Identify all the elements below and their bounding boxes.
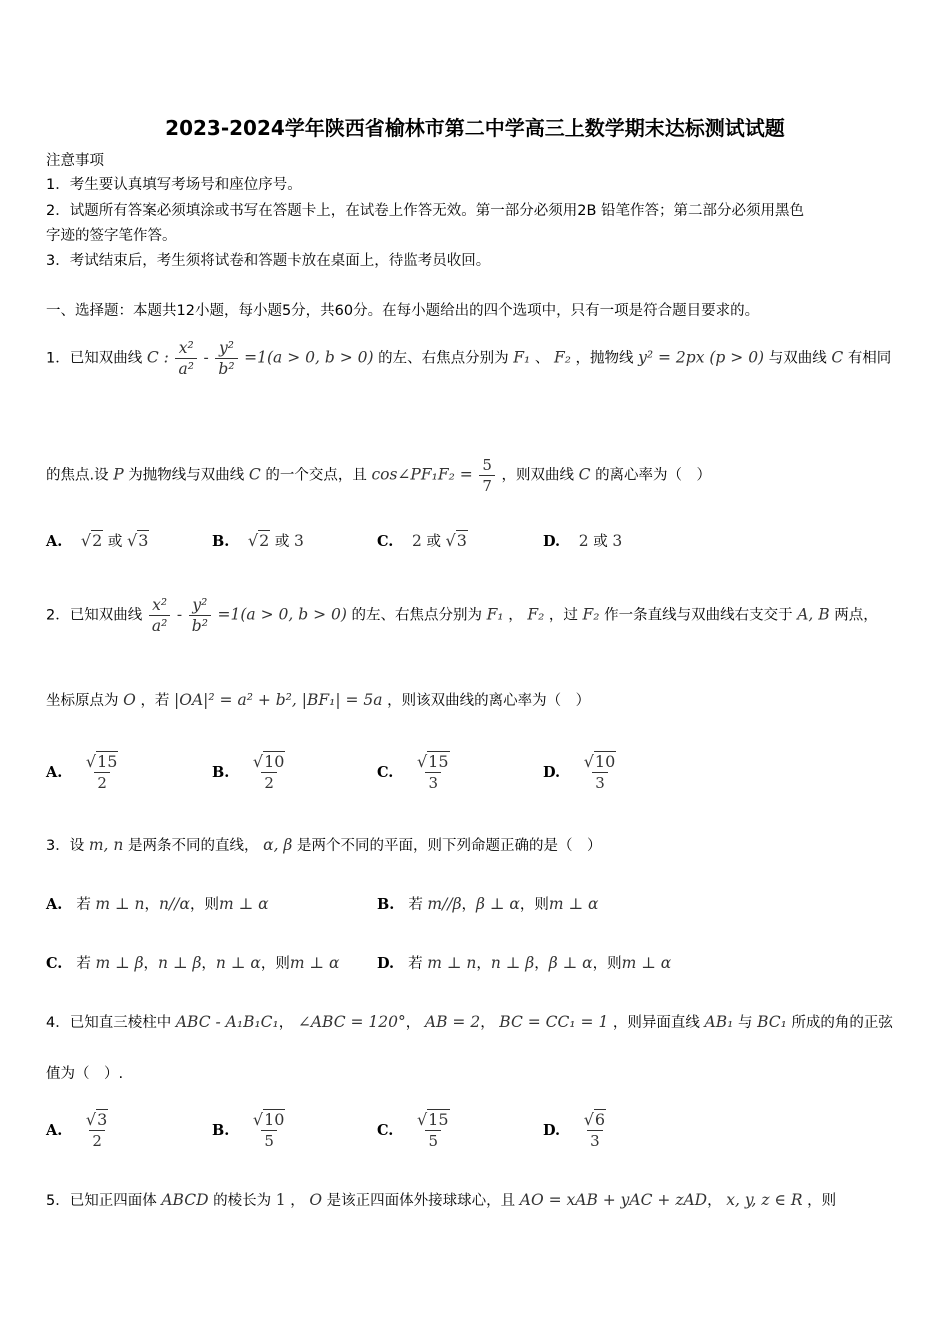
- q4-ab1: AB₁: [704, 1013, 734, 1031]
- q1-c: C: [831, 348, 844, 367]
- q3-option-a[interactable]: A. 若 m ⊥ n，n//α，则m ⊥ α: [46, 895, 269, 913]
- question-4-line-2: 值为（ ）.: [46, 1066, 124, 1082]
- q5-comma: ，: [290, 1193, 305, 1209]
- q1-text: 的左、右焦点分别为: [378, 350, 509, 367]
- q2-text: 坐标原点为: [46, 693, 119, 709]
- q1-option-d[interactable]: D. 2 或 3: [543, 532, 623, 550]
- q2-text: 作一条直线与双曲线右支交于: [604, 607, 793, 624]
- q1-option-a[interactable]: A. √2 或 √3: [46, 531, 149, 550]
- sqrt-icon: √2: [80, 531, 103, 550]
- q5-center: O: [309, 1191, 323, 1209]
- notice-heading: 注意事项: [46, 153, 104, 169]
- q1-option-b[interactable]: B. √2 或 3: [212, 531, 304, 550]
- q1-focus-2: F₂: [553, 348, 571, 367]
- q2-text: 两点，: [834, 607, 878, 624]
- q5-vector-eq: AO = xAB + yAC + zAD: [519, 1191, 708, 1209]
- q4-option-a[interactable]: A. $\frac{√3}{2}$: [46, 1110, 108, 1150]
- q1-text: 为抛物线与双曲线: [128, 467, 245, 484]
- q1-text: ，则双曲线: [501, 467, 574, 484]
- q1-focus-1: F₁: [513, 348, 531, 367]
- q4-prism: ABC - A₁B₁C₁: [175, 1013, 279, 1031]
- q4-angle: ∠ABC = 120°: [297, 1013, 406, 1031]
- q1-text: 有相同: [847, 350, 892, 367]
- q2-comma: ，: [508, 607, 523, 624]
- q1-cos-fraction: $\frac{5}{7}$: [479, 455, 495, 496]
- q4-bc1: BC₁: [757, 1013, 787, 1031]
- q5-xyz: x, y, z ∈ R: [726, 1191, 803, 1209]
- q4-number: 4．已知直三棱柱中: [46, 1015, 172, 1031]
- q3-lines: m, n: [88, 836, 124, 854]
- question-2-line-1: [46, 595, 878, 636]
- q4-text: ，则异面直线: [612, 1015, 700, 1031]
- q1-number: 1．已知双曲线: [46, 350, 143, 367]
- q2-text: ，过: [548, 607, 578, 624]
- q1-text: 的一个交点，且: [265, 467, 367, 484]
- q2-option-d[interactable]: D. $\frac{√10}{3}$: [543, 752, 616, 792]
- q4-ab: AB = 2: [424, 1013, 481, 1031]
- q1-p: P: [113, 465, 124, 484]
- q2-option-a[interactable]: A. $\frac{√15}{2}$: [46, 752, 118, 792]
- q3-number: 3．设: [46, 838, 85, 854]
- q1-text: 的离心率为（ ）: [595, 467, 712, 484]
- q2-fraction-x: $\frac{\text{x²}}{\text{a²}}$: [149, 595, 170, 636]
- q2-expression: |OA|² = a² + b², |BF₁| = 5a: [174, 691, 383, 709]
- sqrt-icon: √2: [247, 531, 270, 550]
- q1-condition: =1(a > 0, b > 0): [244, 348, 374, 367]
- q1-text: 的焦点.设: [46, 467, 109, 484]
- q1-c: C: [578, 465, 591, 484]
- q1-fraction-y: $\frac{\text{y²}}{\text{b²}}$: [215, 338, 237, 379]
- q4-bc: BC = CC₁ = 1: [499, 1013, 609, 1031]
- q2-number: 2．已知双曲线: [46, 607, 143, 624]
- q2-fraction-y: $\frac{\text{y²}}{\text{b²}}$: [189, 595, 211, 636]
- q2-minus: -: [176, 605, 183, 624]
- q3-text: 是两个不同的平面，则下列命题正确的是（ ）: [297, 838, 602, 854]
- sqrt-icon: √3: [445, 531, 467, 550]
- q5-text: 的棱长为: [213, 1193, 272, 1209]
- q2-condition: =1(a > 0, b > 0): [217, 605, 347, 624]
- q1-text: ，抛物线: [575, 350, 634, 367]
- q3-text: 是两条不同的直线，: [128, 838, 259, 854]
- q2-focus-1: F₁: [486, 605, 504, 624]
- notice-item: 3．考试结束后，考生须将试卷和答题卡放在桌面上，待监考员收回。: [46, 253, 491, 269]
- q5-tetrahedron: ABCD: [161, 1191, 209, 1209]
- q2-origin: O: [123, 691, 136, 709]
- q1-c: C: [248, 465, 261, 484]
- q5-edge-length: 1: [275, 1191, 286, 1209]
- q2-option-b[interactable]: B. $\frac{√10}{2}$: [212, 752, 285, 792]
- q1-sep: 、: [534, 350, 550, 367]
- q1-fraction-x: $\frac{\text{x²}}{\text{a²}}$: [175, 338, 196, 379]
- q2-text: 的左、右焦点分别为: [351, 607, 483, 624]
- question-5: 5．已知正四面体 ABCD 的棱长为 1 ， O 是该正四面体外接球球心，且 AO = xAB + yAC + zAD， x, y, z ∈ R ，则: [46, 1191, 837, 1209]
- q4-option-d[interactable]: D. $\frac{√6}{3}$: [543, 1110, 606, 1150]
- question-4-line-1: 4．已知直三棱柱中 ABC - A₁B₁C₁， ∠ABC = 120°， AB = 2， BC = CC₁ = 1 ，则异面直线 AB₁ 与 BC₁ 所成的角的正弦: [46, 1013, 893, 1031]
- page-title: 2023-2024学年陕西省榆林市第二中学高三上数学期末达标测试试题: [165, 116, 785, 140]
- notice-item: 1．考生要认真填写考场号和座位序号。: [46, 177, 302, 193]
- q3-option-b[interactable]: B. 若 m//β，β ⊥ α，则m ⊥ α: [377, 895, 599, 913]
- q2-focus-2: F₂: [527, 605, 545, 624]
- q2-focus-2: F₂: [582, 605, 600, 624]
- q1-option-c[interactable]: C. 2 或 √3: [377, 531, 467, 550]
- notice-item: 字迹的签字笔作答。: [46, 228, 177, 244]
- q2-points: A, B: [797, 605, 830, 624]
- q1-minus: -: [203, 348, 209, 367]
- q2-text: ，若: [140, 693, 170, 709]
- sqrt-icon: √3: [127, 531, 149, 550]
- q5-text: ，则: [807, 1193, 837, 1209]
- q5-number: 5．已知正四面体: [46, 1193, 157, 1209]
- q4-option-b[interactable]: B. $\frac{√10}{5}$: [212, 1110, 285, 1150]
- q1-parabola: y² = 2px (p > 0): [638, 348, 765, 367]
- question-1-line-1: [46, 338, 891, 379]
- q3-option-d[interactable]: D. 若 m ⊥ n，n ⊥ β，β ⊥ α，则m ⊥ α: [377, 954, 672, 972]
- question-3: [46, 835, 602, 856]
- question-2-line-2: [46, 690, 590, 711]
- q4-text: 与: [737, 1015, 753, 1031]
- q2-text: ，则该双曲线的离心率为（ ）: [387, 693, 591, 709]
- q1-curve-name: C :: [146, 348, 169, 367]
- q3-option-c[interactable]: C. 若 m ⊥ β，n ⊥ β，n ⊥ α，则m ⊥ α: [46, 954, 340, 972]
- q4-option-c[interactable]: C. $\frac{√15}{5}$: [377, 1110, 449, 1150]
- section-heading: 一、选择题：本题共12小题，每小题5分，共60分。在每小题给出的四个选项中，只有一项是符合题目要求的。: [46, 303, 760, 319]
- q1-text: 与双曲线: [768, 350, 827, 367]
- q1-cos-expr: cos∠PF₁F₂ =: [371, 465, 473, 484]
- question-1-line-2: [46, 455, 711, 496]
- q4-text: 所成的角的正弦: [791, 1015, 893, 1031]
- q2-option-c[interactable]: C. $\frac{√15}{3}$: [377, 752, 449, 792]
- q5-text: 是该正四面体外接球球心，且: [326, 1193, 516, 1209]
- q3-planes: α, β: [263, 836, 293, 854]
- notice-item: 2．试题所有答案必须填涂或书写在答题卡上，在试卷上作答无效。第一部分必须用2B 铅笔作答；第二部分必须用黑色: [46, 203, 805, 219]
